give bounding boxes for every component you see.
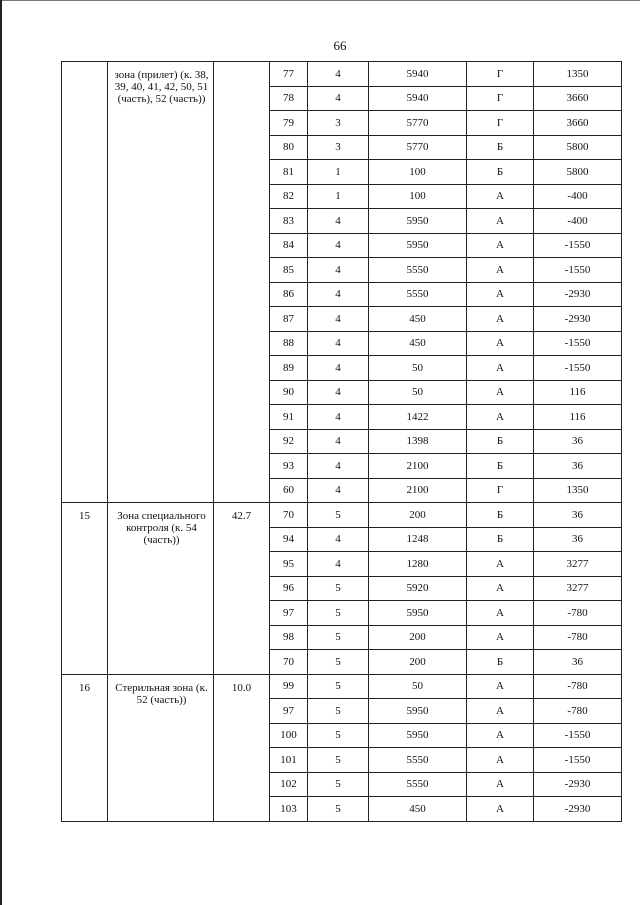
level-cell: А bbox=[467, 184, 534, 209]
page-number: 66 bbox=[333, 38, 347, 53]
zone-name-cell: Зона специального контроля (к. 54 (часть)) bbox=[108, 503, 214, 675]
point-number-cell: 102 bbox=[270, 772, 308, 797]
y-coordinate-cell: -780 bbox=[534, 625, 622, 650]
segment-cell: 5 bbox=[308, 748, 369, 773]
segment-cell: 4 bbox=[308, 209, 369, 234]
level-cell: А bbox=[467, 356, 534, 381]
point-number-cell: 95 bbox=[270, 552, 308, 577]
level-cell: Г bbox=[467, 86, 534, 111]
x-coordinate-cell: 5770 bbox=[369, 111, 467, 136]
level-cell: А bbox=[467, 601, 534, 626]
point-number-cell: 94 bbox=[270, 527, 308, 552]
level-cell: А bbox=[467, 674, 534, 699]
level-cell: А bbox=[467, 331, 534, 356]
level-cell: Г bbox=[467, 62, 534, 87]
y-coordinate-cell: -780 bbox=[534, 699, 622, 724]
zone-name-cell: зона (прилет) (к. 38, 39, 40, 41, 42, 50, 51 (часть), 52 (часть)) bbox=[108, 62, 214, 503]
y-coordinate-cell: -1550 bbox=[534, 258, 622, 283]
point-number-cell: 103 bbox=[270, 797, 308, 822]
point-number-cell: 89 bbox=[270, 356, 308, 381]
y-coordinate-cell: 36 bbox=[534, 454, 622, 479]
point-number-cell: 78 bbox=[270, 86, 308, 111]
segment-cell: 5 bbox=[308, 625, 369, 650]
segment-cell: 4 bbox=[308, 62, 369, 87]
level-cell: Б bbox=[467, 650, 534, 675]
zone-area-cell: 10.0 bbox=[214, 674, 270, 821]
x-coordinate-cell: 200 bbox=[369, 650, 467, 675]
x-coordinate-cell: 5940 bbox=[369, 62, 467, 87]
point-number-cell: 88 bbox=[270, 331, 308, 356]
x-coordinate-cell: 5770 bbox=[369, 135, 467, 160]
level-cell: А bbox=[467, 405, 534, 430]
level-cell: Б bbox=[467, 135, 534, 160]
point-number-cell: 77 bbox=[270, 62, 308, 87]
level-cell: Б bbox=[467, 454, 534, 479]
level-cell: А bbox=[467, 209, 534, 234]
point-number-cell: 80 bbox=[270, 135, 308, 160]
level-cell: А bbox=[467, 748, 534, 773]
segment-cell: 4 bbox=[308, 527, 369, 552]
segment-cell: 5 bbox=[308, 650, 369, 675]
x-coordinate-cell: 1422 bbox=[369, 405, 467, 430]
level-cell: А bbox=[467, 307, 534, 332]
y-coordinate-cell: -1550 bbox=[534, 748, 622, 773]
segment-cell: 3 bbox=[308, 135, 369, 160]
segment-cell: 5 bbox=[308, 503, 369, 528]
y-coordinate-cell: 1350 bbox=[534, 478, 622, 503]
level-cell: А bbox=[467, 552, 534, 577]
segment-cell: 5 bbox=[308, 772, 369, 797]
level-cell: Г bbox=[467, 111, 534, 136]
y-coordinate-cell: -2930 bbox=[534, 772, 622, 797]
point-number-cell: 100 bbox=[270, 723, 308, 748]
top-edge-line bbox=[0, 0, 640, 1]
y-coordinate-cell: 116 bbox=[534, 380, 622, 405]
y-coordinate-cell: 5800 bbox=[534, 160, 622, 185]
segment-cell: 4 bbox=[308, 282, 369, 307]
x-coordinate-cell: 5950 bbox=[369, 699, 467, 724]
level-cell: А bbox=[467, 233, 534, 258]
y-coordinate-cell: -1550 bbox=[534, 723, 622, 748]
y-coordinate-cell: 36 bbox=[534, 429, 622, 454]
point-number-cell: 82 bbox=[270, 184, 308, 209]
segment-cell: 4 bbox=[308, 454, 369, 479]
table-row bbox=[62, 503, 622, 528]
segment-cell: 4 bbox=[308, 233, 369, 258]
point-number-cell: 92 bbox=[270, 429, 308, 454]
segment-cell: 4 bbox=[308, 405, 369, 430]
y-coordinate-cell: 1350 bbox=[534, 62, 622, 87]
x-coordinate-cell: 1248 bbox=[369, 527, 467, 552]
segment-cell: 4 bbox=[308, 478, 369, 503]
x-coordinate-cell: 2100 bbox=[369, 454, 467, 479]
point-number-cell: 91 bbox=[270, 405, 308, 430]
level-cell: А bbox=[467, 699, 534, 724]
level-cell: А bbox=[467, 625, 534, 650]
y-coordinate-cell: 116 bbox=[534, 405, 622, 430]
y-coordinate-cell: -2930 bbox=[534, 282, 622, 307]
level-cell: Б bbox=[467, 503, 534, 528]
level-cell: А bbox=[467, 723, 534, 748]
segment-cell: 4 bbox=[308, 331, 369, 356]
x-coordinate-cell: 5940 bbox=[369, 86, 467, 111]
point-number-cell: 83 bbox=[270, 209, 308, 234]
y-coordinate-cell: -780 bbox=[534, 601, 622, 626]
point-number-cell: 60 bbox=[270, 478, 308, 503]
y-coordinate-cell: 3277 bbox=[534, 576, 622, 601]
x-coordinate-cell: 2100 bbox=[369, 478, 467, 503]
coordinates-table bbox=[61, 61, 622, 822]
x-coordinate-cell: 100 bbox=[369, 184, 467, 209]
zone-area-cell: 42.7 bbox=[214, 503, 270, 675]
y-coordinate-cell: -400 bbox=[534, 209, 622, 234]
left-edge-line bbox=[0, 0, 2, 905]
point-number-cell: 70 bbox=[270, 503, 308, 528]
y-coordinate-cell: -2930 bbox=[534, 307, 622, 332]
segment-cell: 4 bbox=[308, 429, 369, 454]
segment-cell: 5 bbox=[308, 699, 369, 724]
x-coordinate-cell: 5950 bbox=[369, 233, 467, 258]
x-coordinate-cell: 100 bbox=[369, 160, 467, 185]
segment-cell: 5 bbox=[308, 723, 369, 748]
y-coordinate-cell: -2930 bbox=[534, 797, 622, 822]
x-coordinate-cell: 5950 bbox=[369, 723, 467, 748]
point-number-cell: 99 bbox=[270, 674, 308, 699]
point-number-cell: 81 bbox=[270, 160, 308, 185]
x-coordinate-cell: 5550 bbox=[369, 748, 467, 773]
level-cell: А bbox=[467, 772, 534, 797]
x-coordinate-cell: 1280 bbox=[369, 552, 467, 577]
y-coordinate-cell: 36 bbox=[534, 503, 622, 528]
segment-cell: 5 bbox=[308, 601, 369, 626]
segment-cell: 4 bbox=[308, 258, 369, 283]
y-coordinate-cell: 5800 bbox=[534, 135, 622, 160]
point-number-cell: 86 bbox=[270, 282, 308, 307]
x-coordinate-cell: 450 bbox=[369, 331, 467, 356]
x-coordinate-cell: 50 bbox=[369, 380, 467, 405]
zone-name-cell: Стерильная зона (к. 52 (часть)) bbox=[108, 674, 214, 821]
zone-area-cell bbox=[214, 62, 270, 503]
level-cell: Б bbox=[467, 429, 534, 454]
point-number-cell: 87 bbox=[270, 307, 308, 332]
x-coordinate-cell: 5950 bbox=[369, 601, 467, 626]
x-coordinate-cell: 1398 bbox=[369, 429, 467, 454]
y-coordinate-cell: -1550 bbox=[534, 356, 622, 381]
y-coordinate-cell: 36 bbox=[534, 527, 622, 552]
y-coordinate-cell: 3277 bbox=[534, 552, 622, 577]
point-number-cell: 101 bbox=[270, 748, 308, 773]
point-number-cell: 70 bbox=[270, 650, 308, 675]
x-coordinate-cell: 5550 bbox=[369, 282, 467, 307]
y-coordinate-cell: 3660 bbox=[534, 111, 622, 136]
point-number-cell: 79 bbox=[270, 111, 308, 136]
segment-cell: 3 bbox=[308, 111, 369, 136]
table-row bbox=[62, 62, 622, 87]
level-cell: Б bbox=[467, 527, 534, 552]
x-coordinate-cell: 5920 bbox=[369, 576, 467, 601]
segment-cell: 1 bbox=[308, 160, 369, 185]
level-cell: А bbox=[467, 797, 534, 822]
segment-cell: 4 bbox=[308, 86, 369, 111]
y-coordinate-cell: 3660 bbox=[534, 86, 622, 111]
x-coordinate-cell: 200 bbox=[369, 625, 467, 650]
x-coordinate-cell: 200 bbox=[369, 503, 467, 528]
x-coordinate-cell: 5550 bbox=[369, 772, 467, 797]
y-coordinate-cell: -780 bbox=[534, 674, 622, 699]
segment-cell: 1 bbox=[308, 184, 369, 209]
x-coordinate-cell: 50 bbox=[369, 356, 467, 381]
point-number-cell: 97 bbox=[270, 601, 308, 626]
level-cell: А bbox=[467, 258, 534, 283]
segment-cell: 4 bbox=[308, 356, 369, 381]
segment-cell: 4 bbox=[308, 380, 369, 405]
x-coordinate-cell: 450 bbox=[369, 307, 467, 332]
level-cell: А bbox=[467, 380, 534, 405]
x-coordinate-cell: 5550 bbox=[369, 258, 467, 283]
y-coordinate-cell: -400 bbox=[534, 184, 622, 209]
point-number-cell: 90 bbox=[270, 380, 308, 405]
point-number-cell: 97 bbox=[270, 699, 308, 724]
table-row bbox=[62, 674, 622, 699]
zone-number-cell: 16 bbox=[62, 674, 108, 821]
y-coordinate-cell: -1550 bbox=[534, 331, 622, 356]
point-number-cell: 84 bbox=[270, 233, 308, 258]
zone-number-cell: 15 bbox=[62, 503, 108, 675]
level-cell: А bbox=[467, 576, 534, 601]
zone-number-cell bbox=[62, 62, 108, 503]
segment-cell: 4 bbox=[308, 552, 369, 577]
point-number-cell: 96 bbox=[270, 576, 308, 601]
level-cell: Б bbox=[467, 160, 534, 185]
point-number-cell: 85 bbox=[270, 258, 308, 283]
y-coordinate-cell: -1550 bbox=[534, 233, 622, 258]
segment-cell: 4 bbox=[308, 307, 369, 332]
level-cell: Г bbox=[467, 478, 534, 503]
segment-cell: 5 bbox=[308, 674, 369, 699]
x-coordinate-cell: 5950 bbox=[369, 209, 467, 234]
point-number-cell: 93 bbox=[270, 454, 308, 479]
segment-cell: 5 bbox=[308, 576, 369, 601]
point-number-cell: 98 bbox=[270, 625, 308, 650]
y-coordinate-cell: 36 bbox=[534, 650, 622, 675]
x-coordinate-cell: 450 bbox=[369, 797, 467, 822]
level-cell: А bbox=[467, 282, 534, 307]
segment-cell: 5 bbox=[308, 797, 369, 822]
x-coordinate-cell: 50 bbox=[369, 674, 467, 699]
